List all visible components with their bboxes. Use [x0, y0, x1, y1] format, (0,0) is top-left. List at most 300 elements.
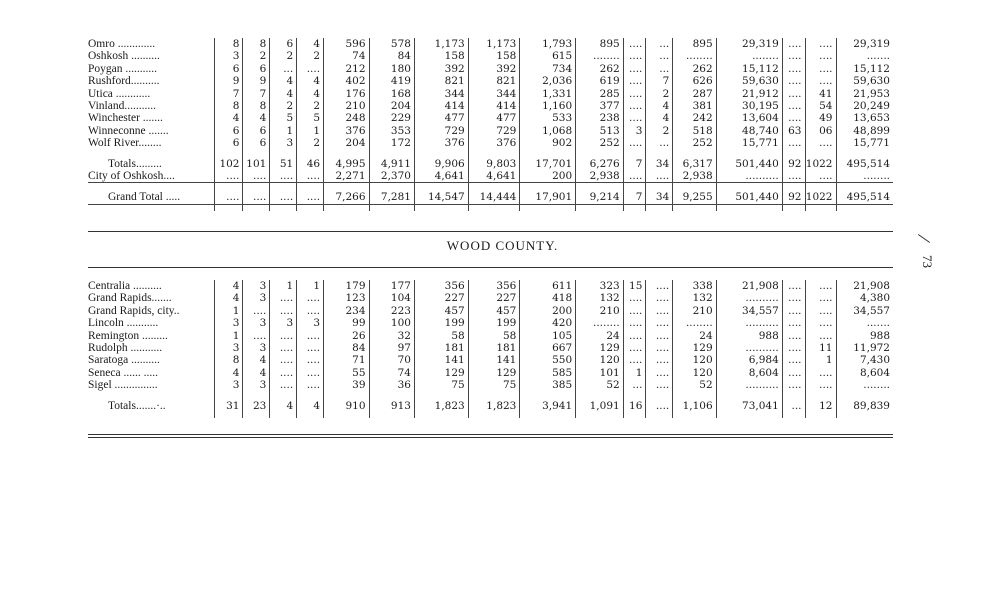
- table-cell: 129: [673, 342, 716, 354]
- table-cell: 63: [782, 125, 805, 137]
- table-cell: ....: [623, 354, 646, 366]
- table-cell: 1,106: [673, 398, 716, 412]
- table-cell: 9,906: [414, 156, 468, 170]
- table-cell: 3: [214, 50, 243, 62]
- table-cell: 3: [243, 292, 270, 304]
- table-cell: 4: [646, 100, 673, 112]
- table-row: [88, 292, 893, 304]
- table-row: [88, 317, 893, 329]
- table-cell: 46: [297, 156, 324, 170]
- row-label: Utica ............: [88, 87, 151, 100]
- table-cell: ...: [646, 63, 673, 75]
- table-cell: 8: [243, 38, 270, 50]
- table-cell: ....: [270, 292, 297, 304]
- table-cell: 8,604: [716, 367, 782, 379]
- table-row: [88, 88, 893, 100]
- table-cell: 5: [297, 112, 324, 124]
- table-cell: 26: [324, 330, 369, 342]
- table-cell: ....: [297, 379, 324, 391]
- table-cell: 17,901: [520, 189, 576, 204]
- table-cell: 52: [576, 379, 624, 391]
- table-cell: 9: [243, 75, 270, 87]
- table-cell: 34: [646, 156, 673, 170]
- row-label: Lincoln ...........: [88, 317, 159, 330]
- table-cell: ........: [716, 50, 782, 62]
- table-cell: 252: [576, 137, 624, 149]
- table-cell: 821: [414, 75, 468, 87]
- table-cell: 181: [414, 342, 468, 354]
- table-cell: 6,984: [716, 354, 782, 366]
- table-cell: 11: [805, 342, 836, 354]
- table-cell: ....: [805, 38, 836, 50]
- table-cell: ....: [782, 330, 805, 342]
- table-cell: ....: [297, 342, 324, 354]
- table-cell: 59,630: [836, 75, 893, 87]
- table-cell: ....: [270, 189, 297, 204]
- table-cell: ....: [623, 100, 646, 112]
- table-cell: 377: [576, 100, 624, 112]
- table-cell: 2: [270, 50, 297, 62]
- table-cell: ........: [836, 170, 893, 183]
- page-number: 73: [920, 255, 935, 268]
- table-cell: 338: [673, 280, 716, 292]
- table-cell: 89,839: [836, 398, 893, 412]
- row-label: City of Oshkosh....: [88, 170, 214, 183]
- spacer-row: [88, 204, 893, 211]
- table-cell: 4: [297, 38, 324, 50]
- table-cell: 21,908: [716, 280, 782, 292]
- table-cell: 14,547: [414, 189, 468, 204]
- table-cell: 6: [270, 38, 297, 50]
- table-cell: 611: [520, 280, 576, 292]
- table-cell: 92: [782, 156, 805, 170]
- table-cell: 97: [369, 342, 414, 354]
- table-cell: ....: [297, 189, 324, 204]
- table-cell: 1: [623, 367, 646, 379]
- row-label: Centralia ..........: [88, 280, 162, 292]
- table-cell: ..........: [716, 379, 782, 391]
- table-cell: ....: [646, 330, 673, 342]
- table-cell: ....: [646, 342, 673, 354]
- table-cell: 7: [243, 88, 270, 100]
- table-cell: 180: [369, 63, 414, 75]
- table-cell: 123: [324, 292, 369, 304]
- table-cell: 4: [297, 75, 324, 87]
- table-cell: 4,911: [369, 156, 414, 170]
- table-cell: 988: [836, 330, 893, 342]
- table-cell: 1: [214, 330, 243, 342]
- table-cell: 1,160: [520, 100, 576, 112]
- table-cell: 323: [576, 280, 624, 292]
- table-cell: ....: [805, 63, 836, 75]
- row-label: Wolf River........: [88, 137, 162, 150]
- table-cell: 29,319: [716, 38, 782, 50]
- table-cell: 4: [243, 112, 270, 124]
- table-cell: ....: [623, 170, 646, 183]
- row-label: Vinland...........: [88, 100, 156, 113]
- table-cell: ....: [782, 137, 805, 149]
- table-cell: 181: [468, 342, 520, 354]
- table-cell: 92: [782, 189, 805, 204]
- table-cell: ....: [270, 170, 297, 183]
- table-cell: ....: [782, 280, 805, 292]
- table-cell: 414: [414, 100, 468, 112]
- table-cell: 158: [414, 50, 468, 62]
- table-cell: ....: [805, 305, 836, 317]
- winnebago-county-table: [88, 38, 893, 211]
- table-cell: 4: [214, 112, 243, 124]
- table-cell: ....: [623, 292, 646, 304]
- table-cell: ....: [214, 189, 243, 204]
- table-cell: ....: [782, 50, 805, 62]
- table-cell: 419: [369, 75, 414, 87]
- table-cell: 1022: [805, 189, 836, 204]
- table-cell: 356: [414, 280, 468, 292]
- table-cell: 1: [270, 280, 297, 292]
- table-cell: 262: [576, 63, 624, 75]
- table-cell: 36: [369, 379, 414, 391]
- table-cell: 9: [214, 75, 243, 87]
- table-cell: 84: [369, 50, 414, 62]
- table-cell: ....: [297, 292, 324, 304]
- table-cell: 344: [468, 88, 520, 100]
- table-cell: 75: [468, 379, 520, 391]
- table-cell: 15,112: [836, 63, 893, 75]
- table-cell: 49: [805, 112, 836, 124]
- table-cell: ....: [243, 189, 270, 204]
- table-cell: 457: [468, 305, 520, 317]
- table-cell: ....: [623, 330, 646, 342]
- table-cell: 6: [243, 137, 270, 149]
- section-rule-top: [88, 267, 893, 268]
- table-cell: 4: [297, 398, 324, 412]
- table-cell: ....: [270, 379, 297, 391]
- table-cell: 242: [673, 112, 716, 124]
- table-cell: 24: [673, 330, 716, 342]
- table-cell: 501,440: [716, 156, 782, 170]
- table-cell: 74: [369, 367, 414, 379]
- table-cell: 39: [324, 379, 369, 391]
- table-cell: 6: [214, 125, 243, 137]
- table-cell: 1,173: [468, 38, 520, 50]
- table-cell: 402: [324, 75, 369, 87]
- table-cell: 132: [673, 292, 716, 304]
- table-cell: 210: [673, 305, 716, 317]
- table-cell: 4: [646, 112, 673, 124]
- table-cell: 1,823: [468, 398, 520, 412]
- table-cell: 179: [324, 280, 369, 292]
- table-cell: 15,771: [836, 137, 893, 149]
- table-cell: 376: [414, 137, 468, 149]
- table-cell: ....: [646, 354, 673, 366]
- table-cell: 4: [243, 354, 270, 366]
- table-cell: ....: [270, 367, 297, 379]
- table-cell: 11,972: [836, 342, 893, 354]
- table-cell: 7,430: [836, 354, 893, 366]
- table-cell: ....: [270, 342, 297, 354]
- table-cell: ....: [782, 292, 805, 304]
- table-cell: ....: [646, 317, 673, 329]
- table-cell: ........: [576, 50, 624, 62]
- wood-county-table: [88, 280, 893, 418]
- table-cell: 06: [805, 125, 836, 137]
- table-cell: 34,557: [716, 305, 782, 317]
- table-cell: 4: [297, 88, 324, 100]
- table-cell: 248: [324, 112, 369, 124]
- table-cell: ..........: [716, 292, 782, 304]
- table-cell: 1022: [805, 156, 836, 170]
- table-cell: ....: [646, 280, 673, 292]
- table-cell: 7: [214, 88, 243, 100]
- table-cell: ....: [623, 50, 646, 62]
- table-cell: ....: [805, 137, 836, 149]
- row-label: Omro .............: [88, 38, 156, 50]
- table-cell: 376: [468, 137, 520, 149]
- table-cell: 988: [716, 330, 782, 342]
- table-cell: 59,630: [716, 75, 782, 87]
- row-label: Seneca ...... .....: [88, 366, 158, 379]
- table-cell: 3: [214, 342, 243, 354]
- table-cell: 1: [297, 125, 324, 137]
- table-cell: 6,276: [576, 156, 624, 170]
- table-cell: ...: [270, 63, 297, 75]
- table-cell: ........: [836, 379, 893, 391]
- table-cell: 4,641: [468, 170, 520, 183]
- table-cell: 223: [369, 305, 414, 317]
- table-cell: 141: [468, 354, 520, 366]
- table-row: [88, 125, 893, 137]
- table-cell: 4,380: [836, 292, 893, 304]
- table-cell: 212: [324, 63, 369, 75]
- table-row: [88, 63, 893, 75]
- table-cell: 16: [623, 398, 646, 412]
- table-cell: 1: [214, 305, 243, 317]
- table-cell: ....: [297, 305, 324, 317]
- table-cell: 578: [369, 38, 414, 50]
- row-label: Grand Total .....: [88, 189, 214, 204]
- bottom-rule: [88, 434, 893, 435]
- table-cell: 895: [576, 38, 624, 50]
- table-cell: 3: [243, 280, 270, 292]
- table-cell: 381: [673, 100, 716, 112]
- table-cell: 200: [520, 305, 576, 317]
- table-cell: ....: [297, 170, 324, 183]
- table-cell: 667: [520, 342, 576, 354]
- table-cell: ....: [782, 88, 805, 100]
- table-cell: 30,195: [716, 100, 782, 112]
- table-cell: 4: [270, 75, 297, 87]
- table-cell: 2: [646, 125, 673, 137]
- table-cell: ....: [646, 292, 673, 304]
- table-cell: 913: [369, 398, 414, 412]
- table-cell: 353: [369, 125, 414, 137]
- table-cell: 3: [297, 317, 324, 329]
- table-cell: 2,271: [324, 170, 369, 183]
- table-cell: 2: [297, 137, 324, 149]
- table-cell: ....: [623, 63, 646, 75]
- table-cell: 104: [369, 292, 414, 304]
- table-cell: 8: [214, 100, 243, 112]
- table-cell: 6,317: [673, 156, 716, 170]
- table-cell: ....: [297, 63, 324, 75]
- table-cell: 70: [369, 354, 414, 366]
- table-cell: 376: [324, 125, 369, 137]
- table-row: [88, 112, 893, 124]
- table-cell: 4: [214, 280, 243, 292]
- table-cell: 105: [520, 330, 576, 342]
- table-cell: 1,331: [520, 88, 576, 100]
- table-cell: 227: [468, 292, 520, 304]
- table-cell: ....: [805, 367, 836, 379]
- table-cell: ....: [646, 170, 673, 183]
- table-cell: 21,953: [836, 88, 893, 100]
- table-row: [88, 170, 893, 183]
- table-cell: 3: [243, 379, 270, 391]
- table-row: [88, 330, 893, 342]
- table-cell: 21,908: [836, 280, 893, 292]
- table-cell: 6: [214, 137, 243, 149]
- table-cell: 626: [673, 75, 716, 87]
- table-cell: ...: [646, 137, 673, 149]
- table-cell: ....: [623, 88, 646, 100]
- table-row: [88, 156, 893, 170]
- table-row: [88, 75, 893, 87]
- table-cell: 615: [520, 50, 576, 62]
- table-cell: 385: [520, 379, 576, 391]
- table-cell: 21,912: [716, 88, 782, 100]
- table-cell: ...: [646, 50, 673, 62]
- table-cell: ....: [646, 305, 673, 317]
- table-cell: 4: [214, 292, 243, 304]
- table-cell: 14,444: [468, 189, 520, 204]
- table-cell: 24: [576, 330, 624, 342]
- table-cell: 285: [576, 88, 624, 100]
- table-cell: 3: [214, 379, 243, 391]
- row-label: Grand Rapids, city..: [88, 304, 180, 317]
- table-cell: 101: [243, 156, 270, 170]
- table-row: [88, 398, 893, 412]
- table-cell: 9,214: [576, 189, 624, 204]
- table-cell: ....: [623, 317, 646, 329]
- table-cell: 9,255: [673, 189, 716, 204]
- table-cell: 729: [414, 125, 468, 137]
- table-row: [88, 305, 893, 317]
- table-cell: 2: [243, 50, 270, 62]
- table-cell: 84: [324, 342, 369, 354]
- section-rule: [88, 231, 893, 232]
- table-cell: 172: [369, 137, 414, 149]
- table-cell: ...: [782, 398, 805, 412]
- table-cell: 518: [673, 125, 716, 137]
- table-cell: 55: [324, 367, 369, 379]
- table-cell: 2,938: [673, 170, 716, 183]
- bottom-rule-double: [88, 437, 893, 438]
- table-row: [88, 50, 893, 62]
- table-cell: 23: [243, 398, 270, 412]
- table-cell: ....: [623, 112, 646, 124]
- table-cell: ........: [673, 317, 716, 329]
- table-cell: 15,112: [716, 63, 782, 75]
- table-cell: 13,604: [716, 112, 782, 124]
- table-cell: 910: [324, 398, 369, 412]
- table-cell: .......: [836, 317, 893, 329]
- table-cell: 73,041: [716, 398, 782, 412]
- table-cell: ....: [297, 330, 324, 342]
- table-cell: 3: [243, 342, 270, 354]
- table-cell: ....: [805, 292, 836, 304]
- table-cell: 238: [576, 112, 624, 124]
- table-cell: ....: [805, 170, 836, 183]
- table-cell: ....: [805, 379, 836, 391]
- table-cell: ....: [805, 75, 836, 87]
- table-cell: 120: [673, 367, 716, 379]
- table-cell: ....: [214, 170, 243, 183]
- table-cell: 1,173: [414, 38, 468, 50]
- table-cell: ....: [782, 342, 805, 354]
- table-cell: 177: [369, 280, 414, 292]
- table-cell: 550: [520, 354, 576, 366]
- table-cell: 513: [576, 125, 624, 137]
- table-cell: ....: [646, 367, 673, 379]
- table-cell: 176: [324, 88, 369, 100]
- table-cell: 585: [520, 367, 576, 379]
- table-cell: 102: [214, 156, 243, 170]
- table-cell: 1: [805, 354, 836, 366]
- table-cell: 414: [468, 100, 520, 112]
- table-cell: 129: [414, 367, 468, 379]
- row-label: Totals.........: [108, 157, 162, 170]
- table-cell: 3,941: [520, 398, 576, 412]
- table-cell: 9,803: [468, 156, 520, 170]
- table-cell: 13,653: [836, 112, 893, 124]
- table-cell: 2: [646, 88, 673, 100]
- table-cell: 99: [324, 317, 369, 329]
- table-cell: 52: [673, 379, 716, 391]
- table-cell: 495,514: [836, 156, 893, 170]
- table-row: [88, 379, 893, 391]
- table-cell: 1,091: [576, 398, 624, 412]
- table-cell: 1,068: [520, 125, 576, 137]
- table-cell: ....: [805, 280, 836, 292]
- table-cell: 392: [414, 63, 468, 75]
- table-cell: 1: [270, 125, 297, 137]
- table-cell: ....: [243, 170, 270, 183]
- table-cell: 8,604: [836, 367, 893, 379]
- table-cell: ....: [270, 354, 297, 366]
- row-label: Winneconne .......: [88, 124, 169, 137]
- spacer-row: [88, 412, 893, 418]
- table-cell: 895: [673, 38, 716, 50]
- table-cell: 7,266: [324, 189, 369, 204]
- table-cell: ....: [270, 305, 297, 317]
- table-cell: 120: [673, 354, 716, 366]
- table-cell: ........: [576, 317, 624, 329]
- table-cell: 48,899: [836, 125, 893, 137]
- table-cell: 34: [646, 189, 673, 204]
- table-cell: 58: [468, 330, 520, 342]
- table-row: [88, 137, 893, 149]
- table-cell: ....: [805, 317, 836, 329]
- row-label: Saratoga ..........: [88, 354, 160, 367]
- table-cell: 234: [324, 305, 369, 317]
- table-cell: 418: [520, 292, 576, 304]
- table-cell: 17,701: [520, 156, 576, 170]
- table-cell: ....: [646, 398, 673, 412]
- table-cell: ....: [782, 170, 805, 183]
- table-row: [88, 38, 893, 50]
- table-cell: 495,514: [836, 189, 893, 204]
- table-cell: 51: [270, 156, 297, 170]
